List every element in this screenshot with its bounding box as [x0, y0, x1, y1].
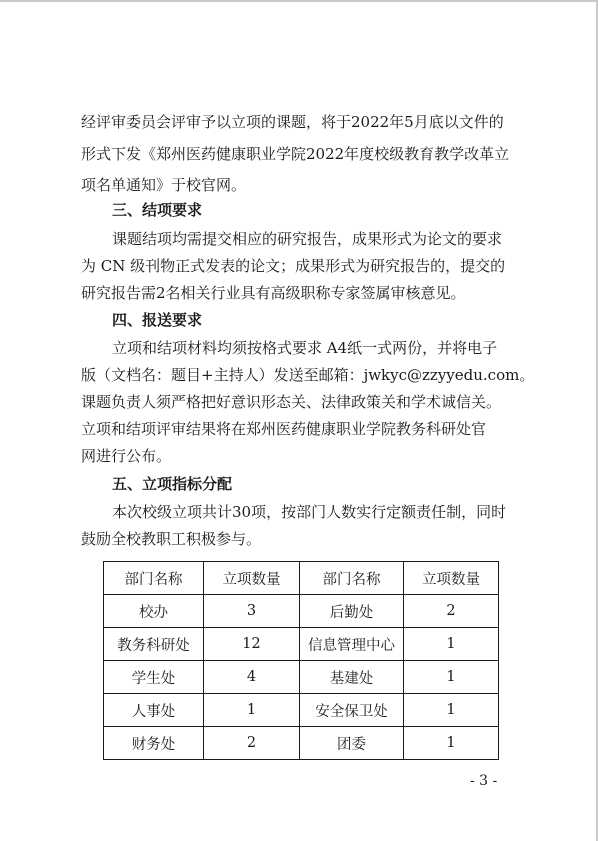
- table-cell: 2: [204, 727, 300, 760]
- table-row: [104, 661, 499, 694]
- page-number: - 3 -: [470, 773, 498, 789]
- table-row: [104, 727, 499, 760]
- paragraph-line: 研究报告需2名相关行业具有高级职称专家签属审核意见。: [81, 284, 466, 302]
- table-cell: 4: [204, 661, 300, 694]
- paragraph-line: 课题负责人须严格把好意识形态关、法律政策关和学术诚信关。: [81, 393, 502, 411]
- paragraph-line: 项名单通知》于校官网。: [81, 176, 247, 194]
- table-cell: 1: [204, 694, 300, 727]
- table-cell: 校办: [104, 595, 204, 628]
- table-cell: 人事处: [104, 694, 204, 727]
- paragraph-line: 为 CN 级刊物正式发表的论文；成果形式为研究报告的，提交的: [81, 257, 506, 275]
- table-header-row: [104, 562, 499, 595]
- quota-table: [103, 561, 499, 760]
- header-cell: 立项数量: [204, 562, 300, 595]
- table-cell: 教务科研处: [104, 628, 204, 661]
- paragraph-line: 课题结项均需提交相应的研究报告，成果形式为论文的要求: [112, 230, 503, 248]
- page-border-top: [0, 0, 598, 2]
- table-cell: 1: [404, 727, 499, 760]
- paragraph-line: 网进行公布。: [81, 447, 172, 465]
- table-cell: 信息管理中心: [300, 628, 404, 661]
- table-cell: 基建处: [300, 661, 404, 694]
- table-cell: 后勤处: [300, 595, 404, 628]
- table-row: [104, 595, 499, 628]
- table-cell: 团委: [300, 727, 404, 760]
- paragraph-line: 经评审委员会评审予以立项的课题，将于2022年5月底以文件的: [81, 113, 504, 131]
- header-cell: 部门名称: [104, 562, 204, 595]
- table-cell: 3: [204, 595, 300, 628]
- table-row: [104, 628, 499, 661]
- paragraph-line: 鼓励全校教职工积极参与。: [81, 530, 262, 548]
- section-heading-submission: 四、报送要求: [112, 311, 203, 329]
- paragraph-line: 立项和结项评审结果将在郑州医药健康职业学院教务科研处官: [81, 420, 487, 438]
- table-cell: 1: [404, 661, 499, 694]
- table-cell: 学生处: [104, 661, 204, 694]
- table-cell: 2: [404, 595, 499, 628]
- table-row: [104, 694, 499, 727]
- header-cell: 立项数量: [404, 562, 499, 595]
- header-cell: 部门名称: [300, 562, 404, 595]
- paragraph-line: 版（文档名：题目+主持人）发送至邮箱：jwkyc@zzyyedu.com。: [81, 366, 535, 384]
- paragraph-line: 本次校级立项共计30项，按部门人数实行定额责任制，同时: [112, 503, 507, 521]
- table-cell: 安全保卫处: [300, 694, 404, 727]
- section-heading-quota: 五、立项指标分配: [112, 475, 233, 493]
- paragraph-line: 形式下发《郑州医药健康职业学院2022年度校级教育教学改革立: [81, 145, 510, 163]
- table-cell: 1: [404, 628, 499, 661]
- section-heading-completion: 三、结项要求: [112, 201, 203, 219]
- table-cell: 财务处: [104, 727, 204, 760]
- paragraph-line: 立项和结项材料均须按格式要求 A4纸一式两份，并将电子: [112, 339, 498, 357]
- table-cell: 12: [204, 628, 300, 661]
- table-cell: 1: [404, 694, 499, 727]
